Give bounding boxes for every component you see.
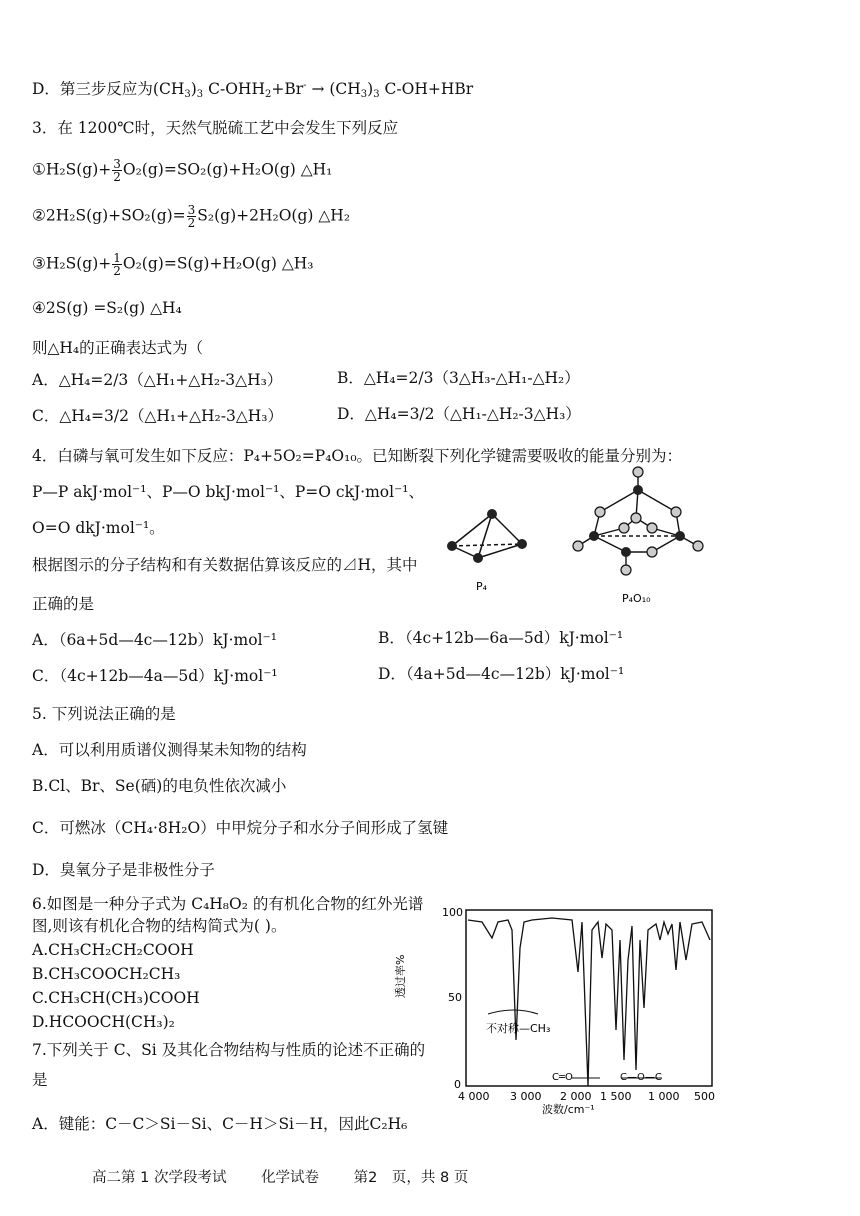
ch3-bracket: [488, 1010, 538, 1014]
q4-option-c: C．（4c+12b—4a—5d）kJ·mol⁻¹: [32, 667, 278, 685]
q4-option-b: B．（4c+12b—6a—5d）kJ·mol⁻¹: [378, 629, 624, 647]
q5-option-b: B.Cl、Br、Se(硒)的电负性依次减小: [32, 777, 287, 795]
x-tick: 500: [694, 1090, 715, 1103]
q6-stem-1: 6.如图是一种分子式为 C₄H₈O₂ 的有机化合物的红外光谱: [32, 895, 424, 913]
q4-option-a: A．（6a+5d—4c—12b）kJ·mol⁻¹: [32, 631, 277, 649]
p4-label: P₄: [476, 580, 488, 593]
q6-option-c: C.CH₃CH(CH₃)COOH: [32, 989, 200, 1007]
x-axis-label: 波数/cm⁻¹: [542, 1103, 595, 1116]
footer-subject: 化学试卷: [261, 1170, 320, 1186]
annot-co: C═O: [552, 1072, 573, 1083]
x-tick: 1 000: [648, 1090, 680, 1103]
ir-spectrum: [394, 900, 722, 1120]
fraction: $\frac{3}{2}$: [187, 203, 196, 230]
footer-exam: 高二第 1 次学段考试: [92, 1170, 227, 1186]
q3-stem: 3．在 1200℃时，天然气脱硫工艺中会发生下列反应: [32, 119, 399, 137]
q3-ask: 则△H₄的正确表达式为（: [32, 339, 204, 357]
q3-option-a: A．△H₄=2/3（△H₁+△H₂-3△H₃）: [32, 371, 283, 389]
q4-bonds-2: O=O dkJ·mol⁻¹。: [32, 519, 165, 537]
reaction-3: ③H₂S(g)+ $\frac{1}{2}$ O₂(g)=S(g)+H₂O(g) △H₃: [32, 251, 314, 278]
q6-option-b: B.CH₃COOCH₂CH₃: [32, 965, 181, 983]
q6-option-d: D.HCOOCH(CH₃)₂: [32, 1013, 175, 1031]
q7-option-a: A．键能：C－C＞Si－Si、C－H＞Si－H，因此C₂H₆: [32, 1115, 408, 1133]
annot-coc: C—O—C: [620, 1072, 662, 1083]
q4-ask-1: 根据图示的分子结构和有关数据估算该反应的⊿H，其中: [32, 556, 418, 574]
q6-stem-2: 图,则该有机化合物的结构简式为( )。: [32, 917, 287, 935]
q4-stem: 4．白磷与氧可发生如下反应：P₄+5O₂=P₄O₁₀。已知断裂下列化学键需要吸收的能量分别为：: [32, 447, 683, 465]
x-tick: 2 000: [560, 1090, 592, 1103]
q3-option-b: B．△H₄=2/3（3△H₃-△H₁-△H₂）: [337, 369, 580, 387]
y-tick-100: 100: [442, 906, 463, 919]
reaction-1: ①H₂S(g)+ $\frac{3}{2}$ O₂(g)=SO₂(g)+H₂O(g) △H₁: [32, 157, 333, 184]
p4-structure: [452, 514, 522, 558]
q5-stem: 5. 下列说法正确的是: [32, 705, 176, 723]
x-tick: 1 500: [600, 1090, 632, 1103]
q2-option-d: D．第三步反应为$(CH_3)_3$ $C-OHH_2+Br^- \to (CH_3)_3$ C-OH+HBr: [32, 80, 474, 100]
ir-trace: [468, 918, 710, 1086]
p4o10-label: P₄O₁₀: [622, 592, 651, 605]
x-tick: 3 000: [510, 1090, 542, 1103]
footer-page: 第2 页，共 8 页: [353, 1170, 469, 1186]
y-tick-0: 0: [454, 1078, 461, 1091]
q4-option-d: D．（4a+5d—4c—12b）kJ·mol⁻¹: [378, 665, 625, 683]
x-tick: 4 000: [458, 1090, 490, 1103]
fraction: $\frac{3}{2}$: [113, 157, 121, 184]
annot-ch3: 不对称—CH₃: [486, 1022, 551, 1035]
q3-option-d: D．△H₄=3/2（△H₁-△H₂-3△H₃）: [337, 405, 581, 423]
q7-stem-1: 7.下列关于 C、Si 及其化合物结构与性质的论述不正确的: [32, 1041, 426, 1059]
reaction-2: ②2H₂S(g)+SO₂(g)= $\frac{3}{2}$ S₂(g)+2H₂O(g) △H₂: [32, 203, 351, 230]
page-footer: [92, 1166, 498, 1187]
q3-option-c: C．△H₄=3/2（△H₁+△H₂-3△H₃）: [32, 407, 283, 425]
q5-option-a: A．可以利用质谱仪测得某未知物的结构: [32, 741, 307, 759]
q7-stem-2: 是: [32, 1071, 48, 1089]
q6-option-a: A.CH₃CH₂CH₂COOH: [32, 941, 194, 959]
molecule-figure: [430, 460, 710, 610]
q4-ask-2: 正确的是: [32, 595, 95, 613]
q4-bonds-1: P—P akJ·mol⁻¹、P—O bkJ·mol⁻¹、P=O ckJ·mol⁻¹、: [32, 483, 424, 501]
q5-option-d: D．臭氧分子是非极性分子: [32, 861, 215, 879]
y-tick-50: 50: [448, 991, 462, 1004]
q5-option-c: C．可燃冰（CH₄·8H₂O）中甲烷分子和水分子间形成了氢键: [32, 819, 449, 837]
y-axis-label: 透过率%: [394, 954, 407, 998]
reaction-4: ④2S(g) =S₂(g) △H₄: [32, 299, 182, 317]
fraction: $\frac{1}{2}$: [113, 251, 121, 278]
